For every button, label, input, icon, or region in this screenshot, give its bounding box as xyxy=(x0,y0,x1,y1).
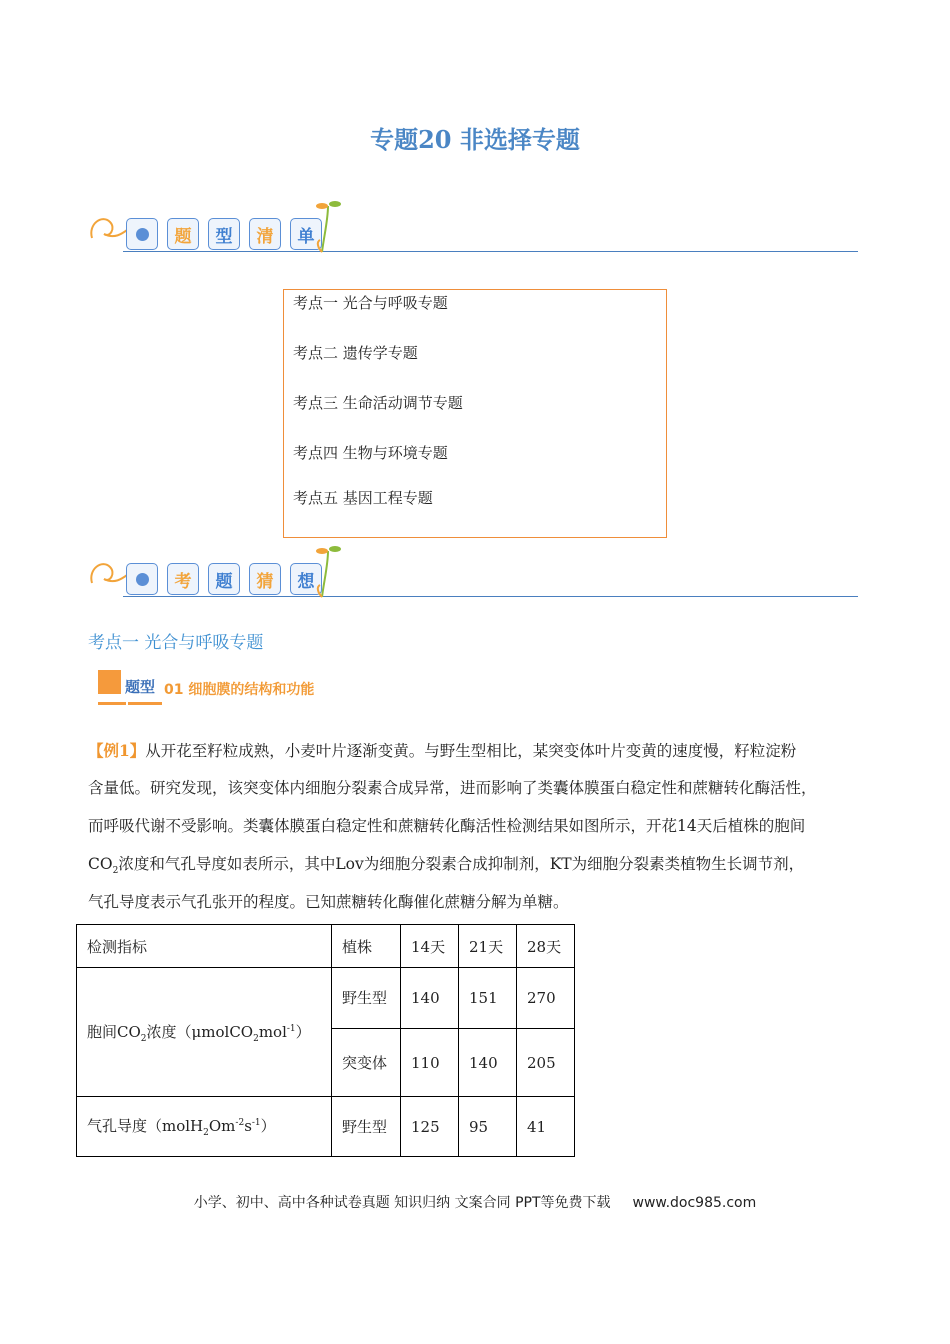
sprout-icon xyxy=(314,541,344,599)
banner-char: 题 xyxy=(167,218,199,250)
plant-cell: 野生型 xyxy=(332,1097,401,1157)
example-text: 从开花至籽粒成熟，小麦叶片逐渐变黄。与野生型相比，某突变体叶片变黄的速度慢，籽粒淀粉 xyxy=(145,742,797,760)
footer-url[interactable]: www.doc985.com xyxy=(632,1195,757,1211)
value-cell: 110 xyxy=(401,1029,459,1097)
topic-item: 考点五 基因工程专题 xyxy=(293,489,433,507)
section-heading: 考点一 光合与呼吸专题 xyxy=(88,633,264,653)
banner-char: 清 xyxy=(249,218,281,250)
banner-char: 想 xyxy=(290,563,322,595)
underline-bar xyxy=(98,702,126,705)
header-cell: 检测指标 xyxy=(77,925,332,968)
plant-cell: 野生型 xyxy=(332,968,401,1029)
data-table xyxy=(76,924,575,1157)
question-type-title: 01 细胞膜的结构和功能 xyxy=(164,682,315,698)
indicator-stomatal: 气孔导度$(molH_2Om^{-2}s^{-1})$ xyxy=(77,1097,332,1157)
example-label: 【例1】 xyxy=(88,741,146,760)
dot-icon xyxy=(126,563,158,595)
section-banner-question-types xyxy=(88,196,858,256)
topic-list-box xyxy=(283,289,667,538)
indicator-co2: 胞间$CO_2$浓度（μmolCO$_2$mol$^{-1}$） xyxy=(77,968,332,1097)
topic-item: 考点四 生物与环境专题 xyxy=(293,444,448,462)
topic-item: 考点三 生命活动调节专题 xyxy=(293,394,463,412)
sprout-icon xyxy=(314,196,344,254)
header-cell: 28天 xyxy=(517,925,575,968)
value-cell: 41 xyxy=(517,1097,575,1157)
topic-item: 考点二 遗传学专题 xyxy=(293,344,418,362)
value-cell: 95 xyxy=(459,1097,517,1157)
banner-char: 考 xyxy=(167,563,199,595)
header-cell: 14天 xyxy=(401,925,459,968)
banner-rule xyxy=(123,251,858,252)
underline-bar xyxy=(128,702,162,705)
orange-square-icon xyxy=(98,670,121,694)
table-header-row xyxy=(77,925,575,968)
banner-char: 型 xyxy=(208,218,240,250)
page-footer xyxy=(0,1192,950,1212)
value-cell: 270 xyxy=(517,968,575,1029)
banner-char: 题 xyxy=(208,563,240,595)
subscript: 2 xyxy=(112,866,119,877)
value-cell: 125 xyxy=(401,1097,459,1157)
plant-cell: 突变体 xyxy=(332,1029,401,1097)
example-line-5: 气孔导度表示气孔张开的程度。已知蔗糖转化酶催化蔗糖分解为单糖。 xyxy=(88,893,569,911)
table-row xyxy=(77,1097,575,1157)
topic-item: 考点一 光合与呼吸专题 xyxy=(293,294,448,312)
example-line-4 xyxy=(88,849,864,886)
header-cell: 植株 xyxy=(332,925,401,968)
example-line-2: 含量低。研究发现，该突变体内细胞分裂素合成异常，进而影响了类囊体膜蛋白稳定性和蔗糖转化酶活性， xyxy=(88,779,817,797)
value-cell: 140 xyxy=(459,1029,517,1097)
example-line-1 xyxy=(88,736,864,766)
banner-char: 单 xyxy=(290,218,322,250)
banner-rule xyxy=(123,596,858,597)
value-cell: 151 xyxy=(459,968,517,1029)
example-line-3: 而呼吸代谢不受影响。类囊体膜蛋白稳定性和蔗糖转化酶活性检测结果如图所示，开花14天后植株的胞间 xyxy=(88,817,806,835)
co2-text: CO xyxy=(88,855,113,873)
value-cell: 140 xyxy=(401,968,459,1029)
footer-text: 小学、初中、高中各种试卷真题 知识归纳 文案合同 PPT等免费下载 xyxy=(193,1195,611,1211)
banner-char: 猜 xyxy=(249,563,281,595)
header-cell: 21天 xyxy=(459,925,517,968)
section-banner-predictions xyxy=(88,541,858,601)
table-row xyxy=(77,968,575,1029)
value-cell: 205 xyxy=(517,1029,575,1097)
dot-icon xyxy=(126,218,158,250)
question-type-tag: 题型 xyxy=(125,678,156,696)
example-text: 浓度和气孔导度如表所示，其中Lov为细胞分裂素合成抑制剂，KT为细胞分裂素类植物生长调节剂， xyxy=(118,855,805,873)
page-title: 专题20 非选择专题 xyxy=(370,125,580,154)
